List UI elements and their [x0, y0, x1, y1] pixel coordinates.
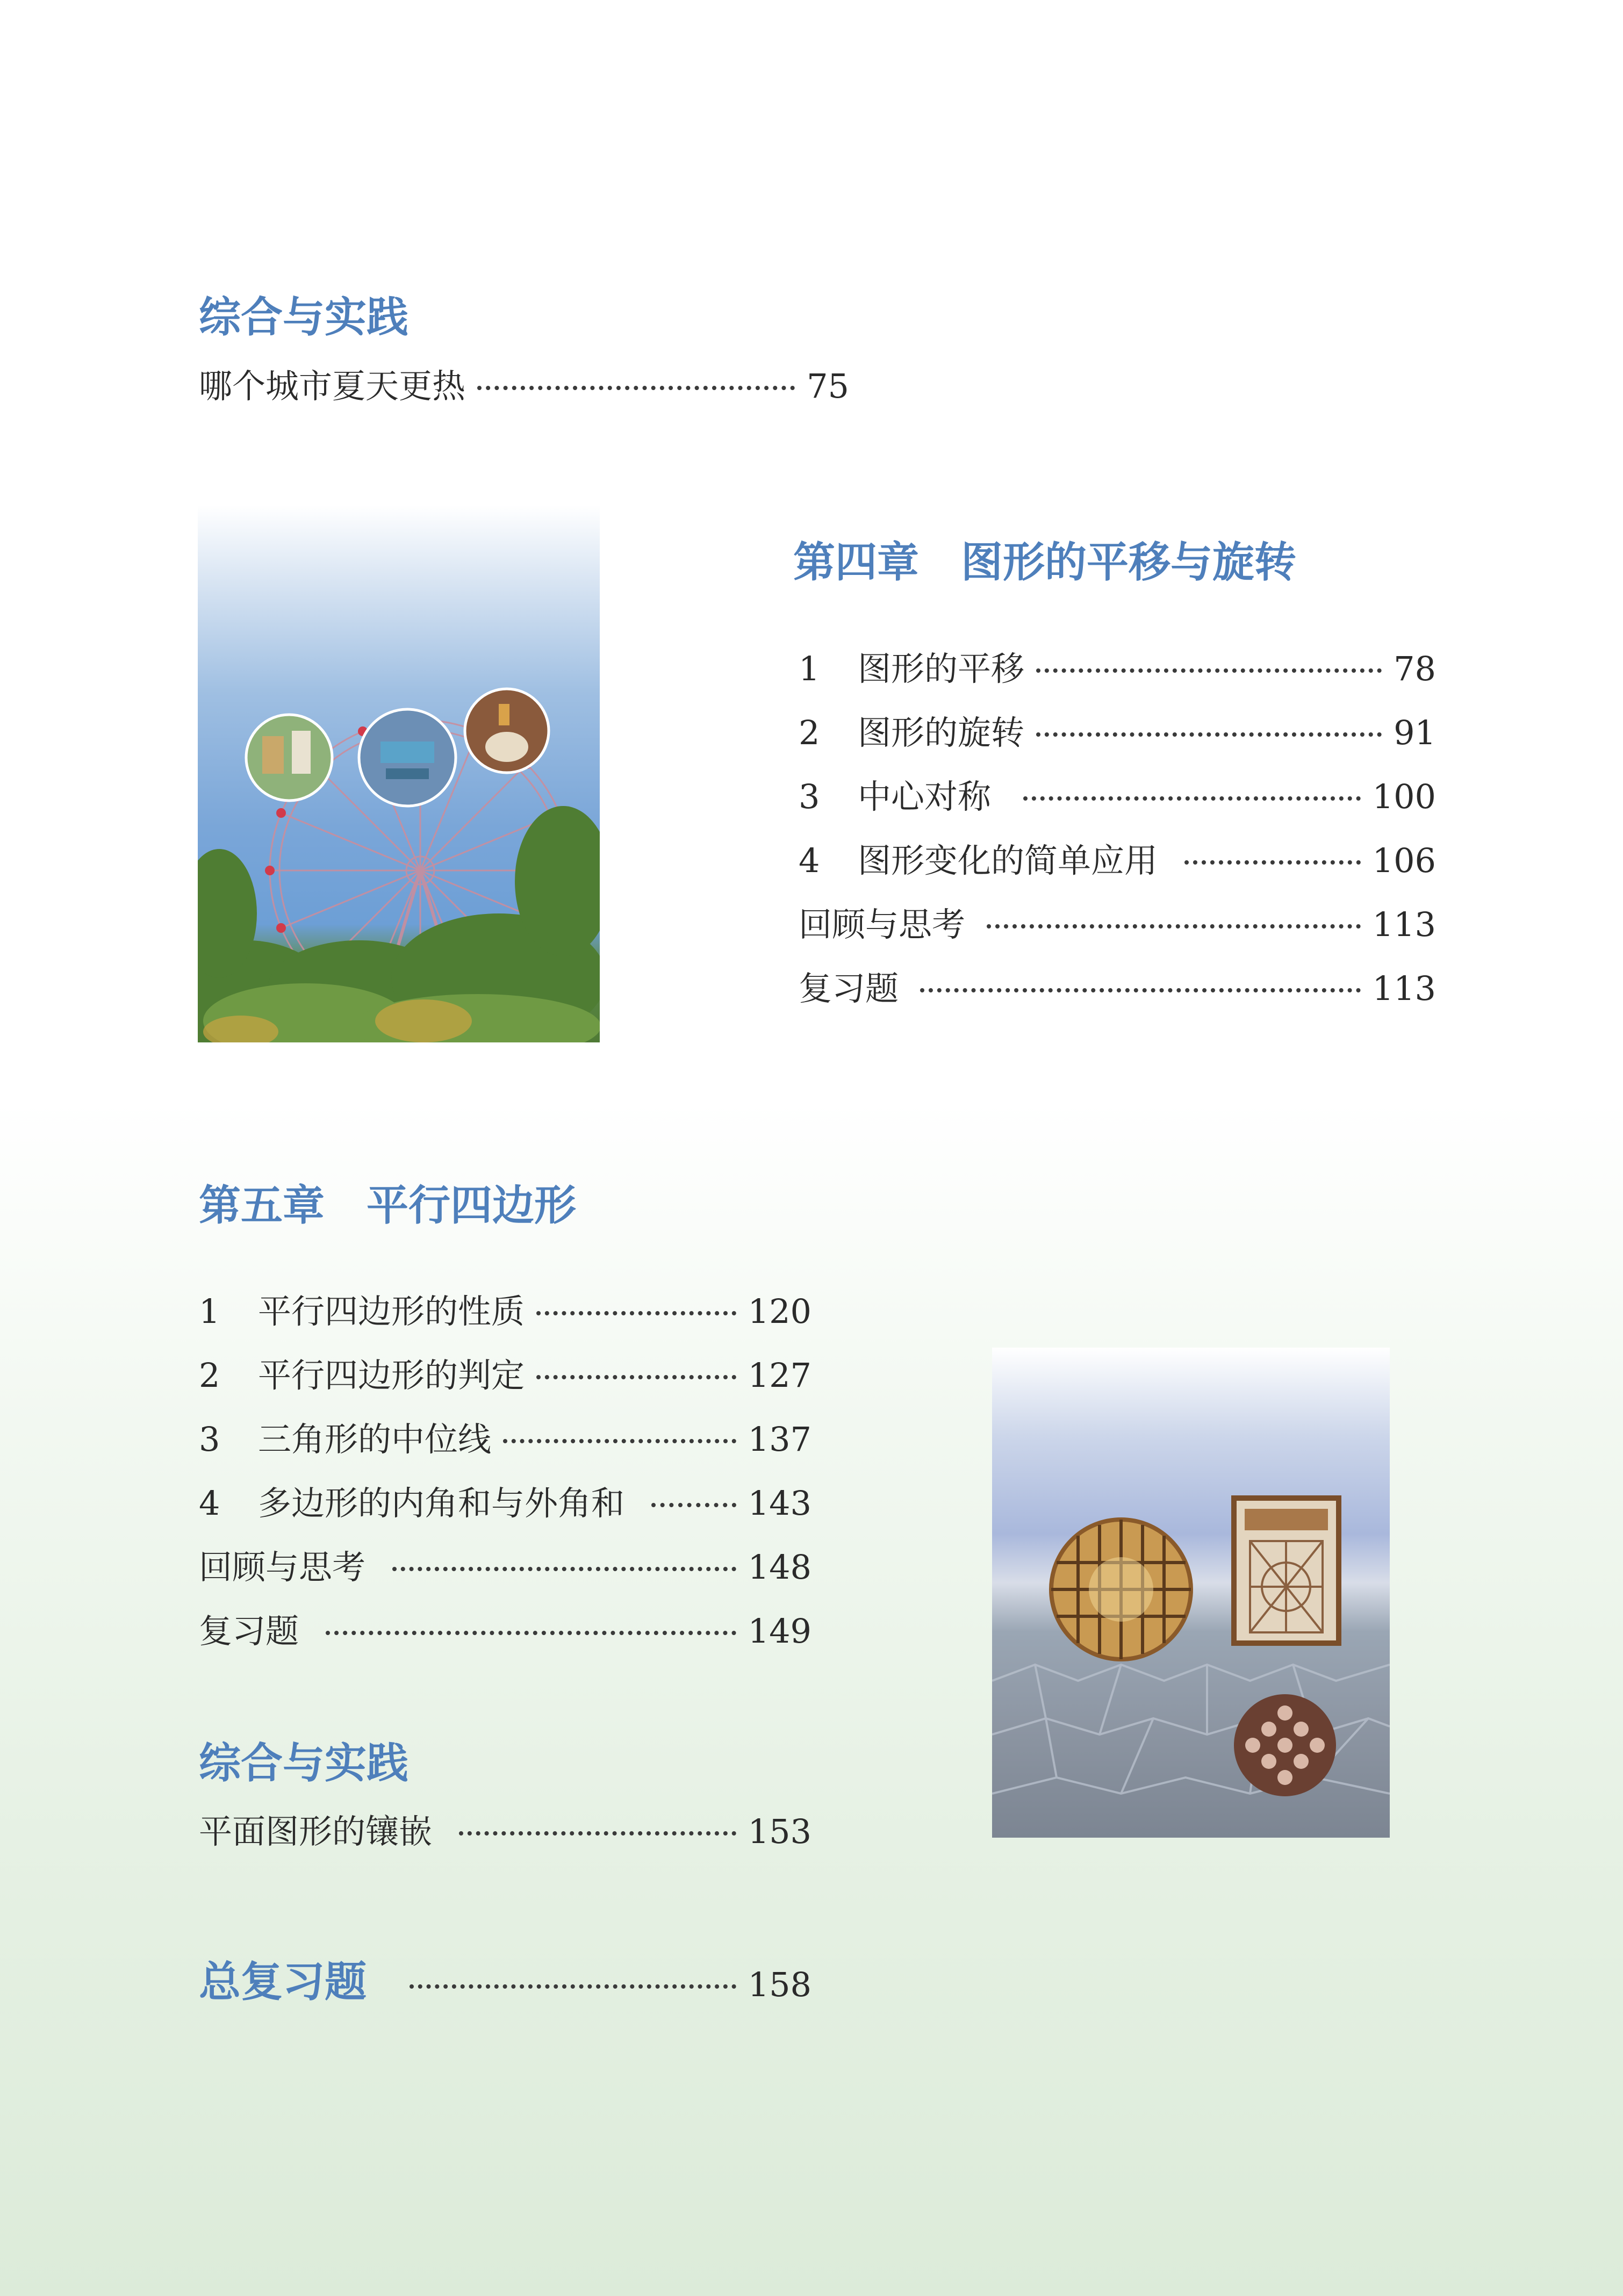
toc-page-number: 153: [748, 1812, 812, 1851]
dot-leader: [1036, 668, 1382, 673]
toc-page-number: 149: [748, 1611, 812, 1651]
toc-row[interactable]: [199, 366, 849, 406]
toc-page-number: 158: [748, 1965, 812, 2004]
dot-leader: [920, 988, 1361, 992]
chapter-label: 第四章: [793, 538, 920, 587]
dot-leader: [536, 1311, 736, 1315]
toc-title: 中心对称: [858, 777, 992, 816]
toc-page-number: 148: [748, 1548, 812, 1587]
toc-page-number: 120: [748, 1292, 812, 1331]
toc-title: 回顾与思考: [199, 1548, 366, 1587]
dot-leader: [503, 1439, 736, 1443]
toc-title: 平行四边形的性质: [258, 1292, 525, 1331]
toc-row[interactable]: [199, 1812, 812, 1851]
toc-title: 多边形的内角和与外角和: [258, 1484, 625, 1523]
section-heading-practice-1: 综合与实践: [199, 293, 409, 342]
toc-title: 图形的平移: [858, 649, 1025, 688]
dot-leader: [326, 1631, 736, 1635]
toc-row-final-review[interactable]: [199, 1958, 812, 2006]
final-review-title: 总复习题: [199, 1958, 367, 2006]
toc-title: 回顾与思考: [799, 905, 966, 944]
toc-row[interactable]: [199, 1548, 812, 1587]
dot-leader: [1184, 860, 1361, 865]
toc-row[interactable]: [799, 969, 1436, 1008]
toc-row[interactable]: [199, 1611, 812, 1651]
toc-row[interactable]: [799, 905, 1436, 944]
toc-number: 1: [199, 1292, 220, 1331]
toc-page-number: 78: [1394, 649, 1436, 688]
toc-page-number: 127: [748, 1356, 812, 1395]
chapter-heading-5: [199, 1182, 577, 1230]
toc-page-number: 91: [1394, 713, 1436, 752]
toc-title: 哪个城市夏天更热: [199, 366, 466, 406]
toc-number: 1: [799, 649, 820, 688]
toc-row[interactable]: [199, 1356, 812, 1395]
toc-page-number: 75: [807, 366, 849, 406]
dot-leader: [392, 1567, 736, 1571]
toc-row[interactable]: [199, 1420, 812, 1459]
toc-title: 复习题: [799, 969, 899, 1008]
dot-leader: [987, 924, 1361, 929]
toc-title: 图形的旋转: [858, 713, 1025, 752]
dot-leader: [1023, 796, 1361, 801]
toc-page-number: 143: [748, 1484, 812, 1523]
toc-page-number: 113: [1372, 905, 1436, 944]
toc-number: 2: [199, 1356, 220, 1395]
toc-page-number: 137: [748, 1420, 812, 1459]
dot-leader: [477, 386, 795, 390]
ferris-wheel-photo: [198, 505, 600, 1042]
toc-row[interactable]: [799, 841, 1436, 880]
dot-leader: [651, 1503, 736, 1507]
tessellation-photo: [992, 1348, 1390, 1838]
chapter-title: 平行四边形: [367, 1182, 577, 1230]
toc-number: 2: [799, 713, 820, 752]
chapter-label: 第五章: [199, 1182, 325, 1230]
toc-title: 三角形的中位线: [258, 1420, 492, 1459]
toc-title: 图形变化的简单应用: [858, 841, 1158, 880]
toc-title: 平面图形的镶嵌: [199, 1812, 433, 1851]
dot-leader: [1036, 732, 1382, 737]
toc-page-number: 113: [1372, 969, 1436, 1008]
dot-leader: [459, 1831, 736, 1836]
toc-page-number: 106: [1372, 841, 1436, 880]
toc-row[interactable]: [199, 1292, 812, 1331]
toc-number: 3: [199, 1420, 220, 1459]
dot-leader: [410, 1984, 736, 1989]
toc-row[interactable]: [799, 649, 1436, 688]
dot-leader: [536, 1375, 736, 1379]
toc-row[interactable]: [799, 713, 1436, 752]
chapter-title: 图形的平移与旋转: [961, 538, 1297, 587]
toc-page-number: 100: [1372, 777, 1436, 816]
toc-row[interactable]: [799, 777, 1436, 816]
section-heading-practice-2: 综合与实践: [199, 1739, 409, 1788]
chapter-heading-4: [793, 538, 1297, 587]
toc-number: 3: [799, 777, 820, 816]
toc-row[interactable]: [199, 1484, 812, 1523]
toc-title: 平行四边形的判定: [258, 1356, 525, 1395]
toc-number: 4: [799, 841, 820, 880]
toc-title: 复习题: [199, 1611, 299, 1651]
toc-number: 4: [199, 1484, 220, 1523]
